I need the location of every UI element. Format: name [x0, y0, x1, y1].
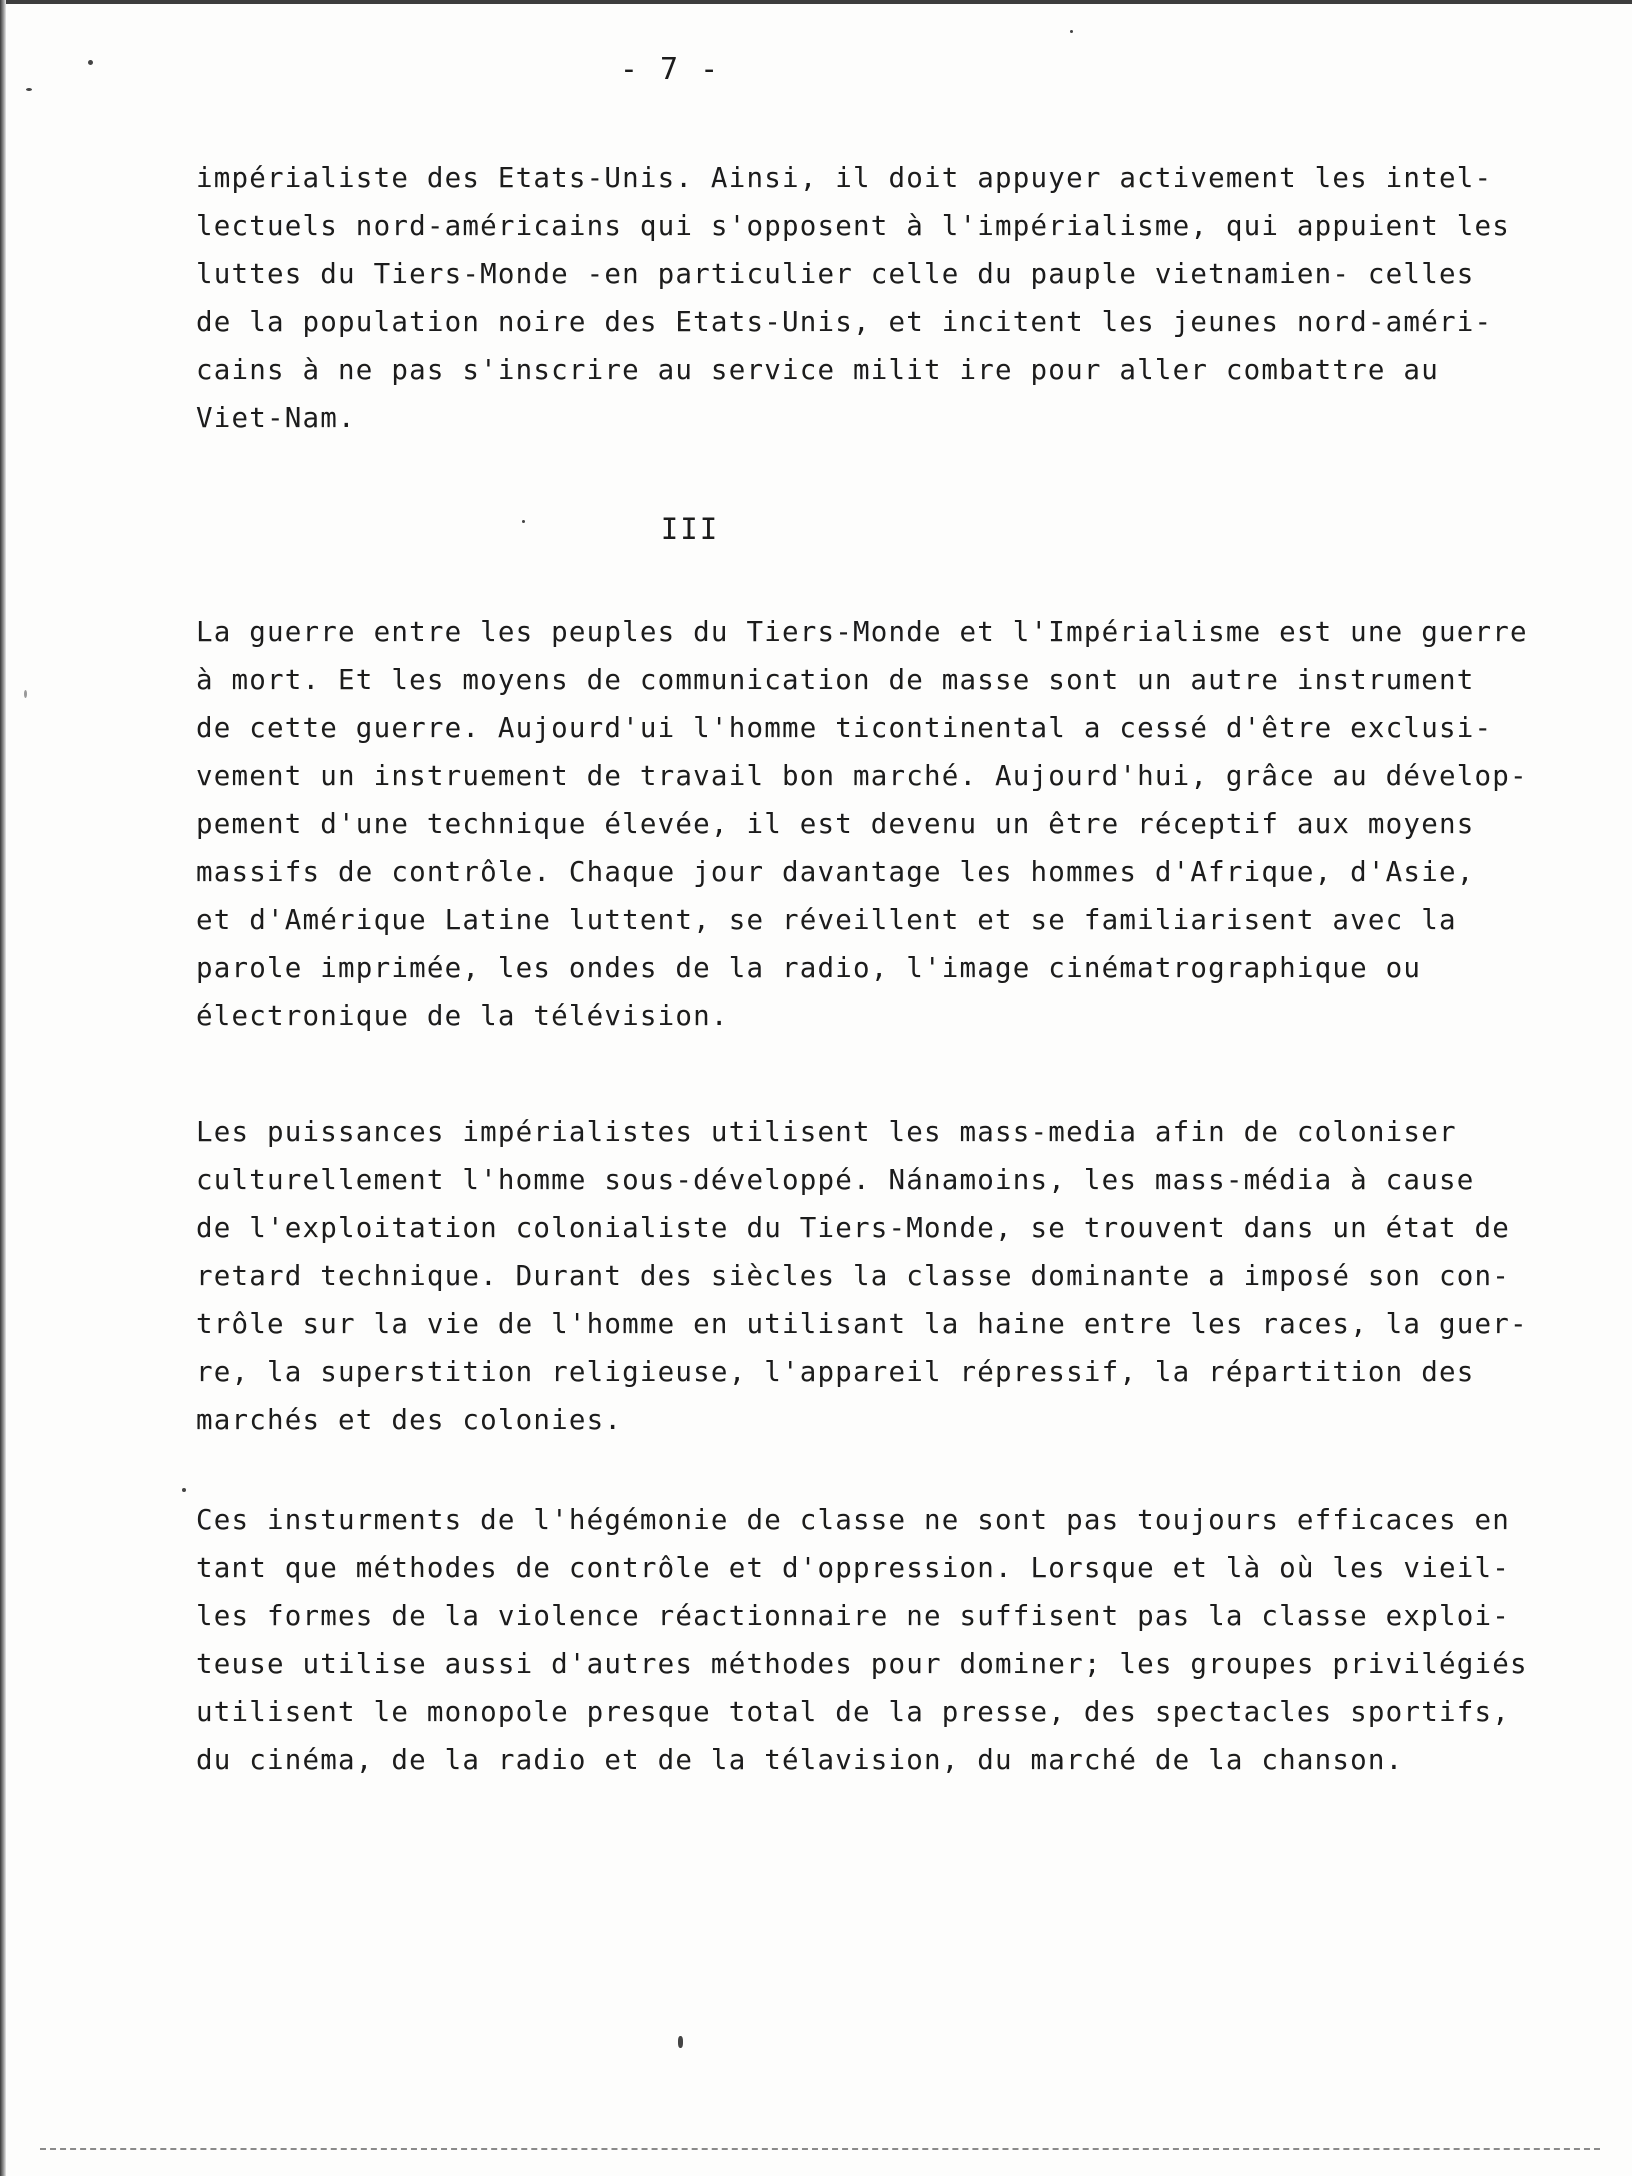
- paragraph-3: [196, 1108, 1616, 1444]
- text-line: impérialiste des Etats-Unis. Ainsi, il doit appuyer activement les intel-: [196, 162, 1493, 194]
- paragraph-4: [196, 1496, 1616, 1784]
- section-heading: III: [660, 512, 720, 546]
- scan-speck: [182, 1488, 186, 1492]
- text-line: pement d'une technique élevée, il est devenu un être réceptif aux moyens: [196, 808, 1475, 840]
- paragraph-1: [196, 154, 1616, 442]
- text-line: marchés et des colonies.: [196, 1404, 623, 1436]
- text-line: teuse utilise aussi d'autres méthodes pour dominer; les groupes privilégiés: [196, 1648, 1528, 1680]
- paragraph-2: [196, 608, 1616, 1040]
- text-line: La guerre entre les peuples du Tiers-Monde et l'Impérialisme est une guerre: [196, 616, 1528, 648]
- text-line: de la population noire des Etats-Unis, et incitent les jeunes nord-améri-: [196, 306, 1493, 338]
- scan-speck: [1070, 30, 1073, 33]
- text-line: Ces insturments de l'hégémonie de classe ne sont pas toujours efficaces en: [196, 1504, 1510, 1536]
- text-line: Viet-Nam.: [196, 402, 356, 434]
- text-line: à mort. Et les moyens de communication de masse sont un autre instrument: [196, 664, 1475, 696]
- text-line: de cette guerre. Aujourd'ui l'homme ticontinental a cessé d'être exclusi-: [196, 712, 1493, 744]
- text-line: du cinéma, de la radio et de la télavision, du marché de la chanson.: [196, 1744, 1404, 1776]
- text-line: trôle sur la vie de l'homme en utilisant la haine entre les races, la guer-: [196, 1308, 1528, 1340]
- text-line: de l'exploitation colonialiste du Tiers-Monde, se trouvent dans un état de: [196, 1212, 1510, 1244]
- scan-left-edge: [0, 0, 6, 2176]
- text-line: re, la superstition religieuse, l'appareil répressif, la répartition des: [196, 1356, 1475, 1388]
- page-number: - 7 -: [619, 52, 721, 87]
- scan-speck: [24, 690, 27, 698]
- text-line: parole imprimée, les ondes de la radio, l'image cinématrographique ou: [196, 952, 1422, 984]
- scan-top-edge: [0, 0, 1632, 4]
- text-line: luttes du Tiers-Monde -en particulier celle du pauple vietnamien- celles: [196, 258, 1475, 290]
- text-line: lectuels nord-américains qui s'opposent à l'impérialisme, qui appuient les: [196, 210, 1510, 242]
- text-line: Les puissances impérialistes utilisent les mass-media afin de coloniser: [196, 1116, 1457, 1148]
- text-line: culturellement l'homme sous-développé. Nánamoins, les mass-média à cause: [196, 1164, 1475, 1196]
- scan-bottom-edge: [40, 2148, 1600, 2150]
- text-line: massifs de contrôle. Chaque jour davantage les hommes d'Afrique, d'Asie,: [196, 856, 1475, 888]
- text-line: tant que méthodes de contrôle et d'oppression. Lorsque et là où les vieil-: [196, 1552, 1510, 1584]
- scan-speck: [678, 2036, 683, 2048]
- scan-speck: [26, 88, 32, 91]
- text-line: retard technique. Durant des siècles la classe dominante a imposé son con-: [196, 1260, 1510, 1292]
- text-line: utilisent le monopole presque total de la presse, des spectacles sportifs,: [196, 1696, 1510, 1728]
- text-line: et d'Amérique Latine luttent, se réveillent et se familiarisent avec la: [196, 904, 1457, 936]
- text-line: cains à ne pas s'inscrire au service milit ire pour aller combattre au: [196, 354, 1439, 386]
- text-line: les formes de la violence réactionnaire ne suffisent pas la classe exploi-: [196, 1600, 1510, 1632]
- text-line: vement un instruement de travail bon marché. Aujourd'hui, grâce au dévelop-: [196, 760, 1528, 792]
- text-line: électronique de la télévision.: [196, 1000, 729, 1032]
